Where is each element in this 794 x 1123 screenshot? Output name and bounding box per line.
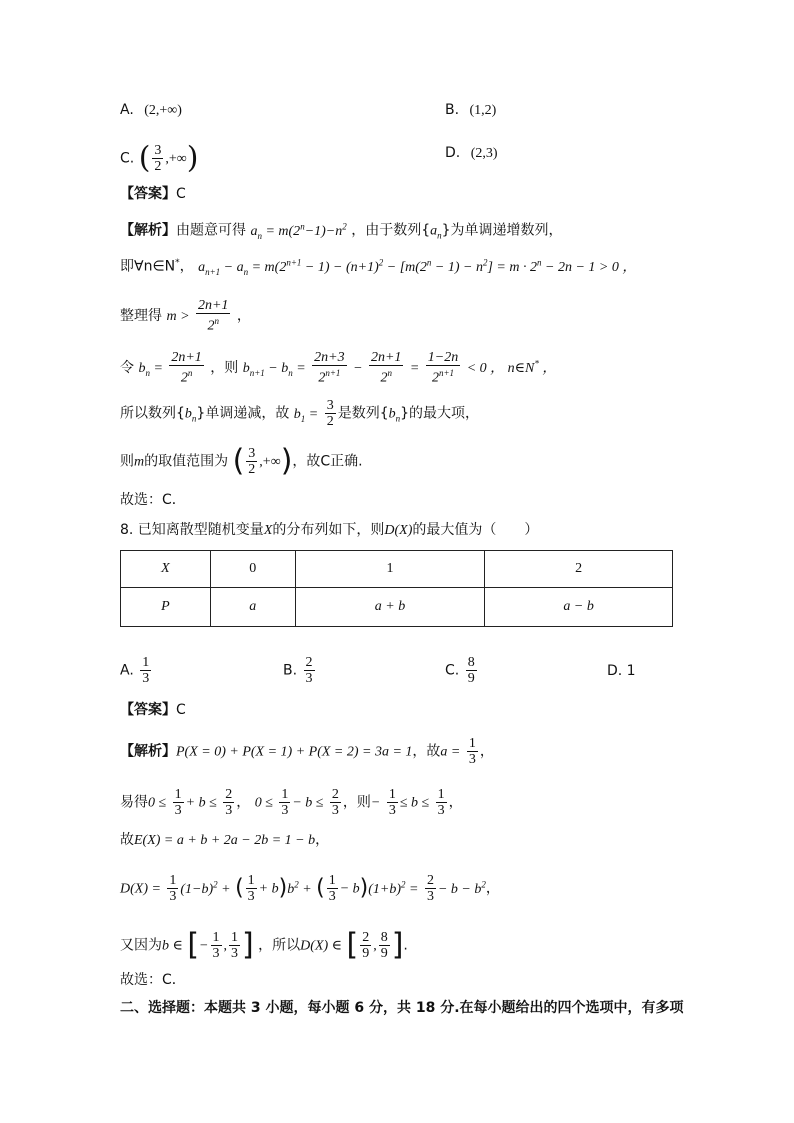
solution-1-line-3: 整理得 m > $\frac{2n+1}{2^n}$ ，: [120, 298, 251, 334]
q8-option-b[interactable]: B. $\frac{2}{3}$: [283, 655, 313, 686]
table-cell: 1: [295, 551, 485, 588]
fraction: $\frac{2n+3}{2^{n+1}}$: [314, 350, 345, 386]
q8-option-d[interactable]: D. 1: [607, 663, 636, 679]
table-cell: a: [210, 588, 295, 627]
solution-2-conclusion: 故选：C．: [120, 972, 186, 988]
right-paren: ): [186, 140, 199, 176]
option-a-label: A.: [120, 102, 134, 118]
option-b-label: B.: [445, 102, 460, 118]
fraction: $\frac{3}{2}$: [326, 398, 334, 429]
solution-1-line-4: 令 $b_n$ = $\frac{2n+1}{2^n}$ ，则 $b_{n+1} - b_n$ = $\frac{2n+3}{2^{n+1}}$ − $\frac{2n+1}{2^n}$ = $\frac{1-2n}{2^{n+1}}$ < 0 ， n∈N* ，: [120, 350, 557, 386]
option-a[interactable]: [120, 100, 182, 121]
question-8-stem: 8. 已知离散型随机变量X的分布列如下，则D(X)的最大值为（ ）: [120, 522, 539, 538]
fraction: $\frac{2n+1}{2^n}$: [370, 350, 402, 386]
solution-2-line-4: D(X) = $\frac{1}{3}$ $(1-b)^2$ + ( $\frac{1}{3}$ + $b)b^2$ + ( $\frac{1}{3}$ − $b)(1+b)^2$ = $\frac{2}{3}$ − $b - b^2$，: [120, 873, 500, 904]
solution-2-line-1: 【解析】P(X = 0) + P(X = 1) + P(X = 2) = 3a = 1，故a = $\frac{1}{3}$ ，: [120, 736, 494, 767]
left-paren: (: [138, 140, 151, 176]
fraction: $\frac{2n+1}{2^n}$: [171, 350, 202, 386]
answer-2: 【答案】C: [120, 702, 186, 718]
fraction: $\frac{1}{3}$: [142, 655, 150, 686]
option-d-value: (2,3): [470, 146, 498, 161]
option-d-label: D.: [445, 145, 461, 161]
distribution-table: [120, 550, 673, 627]
table-row: [121, 588, 673, 627]
table-cell: 2: [485, 551, 673, 588]
option-b[interactable]: [445, 100, 496, 121]
solution-2-line-2: 易得0 ≤ $\frac{1}{3}$ + b ≤ $\frac{2}{3}$ ， 0 ≤ $\frac{1}{3}$ − b ≤ $\frac{2}{3}$ ，则− $\frac{1}{3}$ ≤ b ≤ $\frac{1}{3}$ ，: [120, 787, 463, 818]
solution-2-line-3: 故E(X) = a + b + 2a − 2b = 1 − b，: [120, 832, 330, 848]
table-cell: a − b: [485, 588, 673, 627]
fraction: $\frac{8}{9}$: [467, 655, 475, 686]
fraction: $\frac{2n+1}{2^n}$: [197, 298, 229, 334]
table-cell: 0: [210, 551, 295, 588]
solution-1-conclusion: 故选：C．: [120, 492, 186, 508]
solution-1-line-1: 【解析】由题意可得 $a_n = m(2^n-1)-n^2$ ，由于数列$\{a_n\}$为单调递增数列，: [120, 221, 563, 241]
section-2-heading: 二、选择题：本题共 3 小题，每小题 6 分，共 18 分.在每小题给出的四个选项中，有多项: [120, 1000, 684, 1016]
option-a-value: (2,+∞): [144, 103, 182, 118]
option-c-label: C.: [120, 150, 135, 167]
fraction: $\frac{1-2n}{2^{n+1}}$: [427, 350, 459, 386]
option-b-value: (1,2): [469, 103, 497, 118]
table-cell: a + b: [295, 588, 485, 627]
fraction: $\frac{2}{3}$: [305, 655, 313, 686]
table-cell: P: [121, 588, 211, 627]
table-cell: X: [121, 551, 211, 588]
option-c[interactable]: C. ( $\frac{3}{2}$ ,+∞): [120, 140, 199, 176]
q8-option-c[interactable]: C. $\frac{8}{9}$: [445, 655, 475, 686]
solution-1-line-5: 所以数列$\{b_n\}$单调递减，故 $b_1$ = $\frac{3}{2}$ 是数列$\{b_n\}$的最大项，: [120, 398, 480, 429]
solution-2-line-5: 又因为b ∈ [− $\frac{1}{3}$ , $\frac{1}{3}$ ] ，所以D(X) ∈ [ $\frac{2}{9}$ , $\frac{8}{9}$ ].: [120, 927, 408, 963]
answer-1: 【答案】C: [120, 186, 186, 202]
solution-1-line-2: 即∀n∈N*， $a_{n+1} - a_n = m(2^{n+1} - 1) - (n+1)^2 - [m(2^n - 1) - n^2] = m \cdot 2^n - 2n - 1 > 0$ ，: [120, 257, 637, 277]
solution-1-line-6: 则m的取值范围为 ( $\frac{3}{2}$ ,+∞)，故C正确.: [120, 443, 363, 479]
fraction: $\frac{3}{2}$: [248, 446, 256, 477]
table-row: [121, 551, 673, 588]
option-c-fraction: $\frac{3}{2}$: [154, 143, 162, 174]
option-d[interactable]: [445, 143, 498, 164]
fraction: $\frac{1}{3}$: [468, 736, 476, 767]
q8-option-a[interactable]: A. $\frac{1}{3}$: [120, 655, 150, 686]
